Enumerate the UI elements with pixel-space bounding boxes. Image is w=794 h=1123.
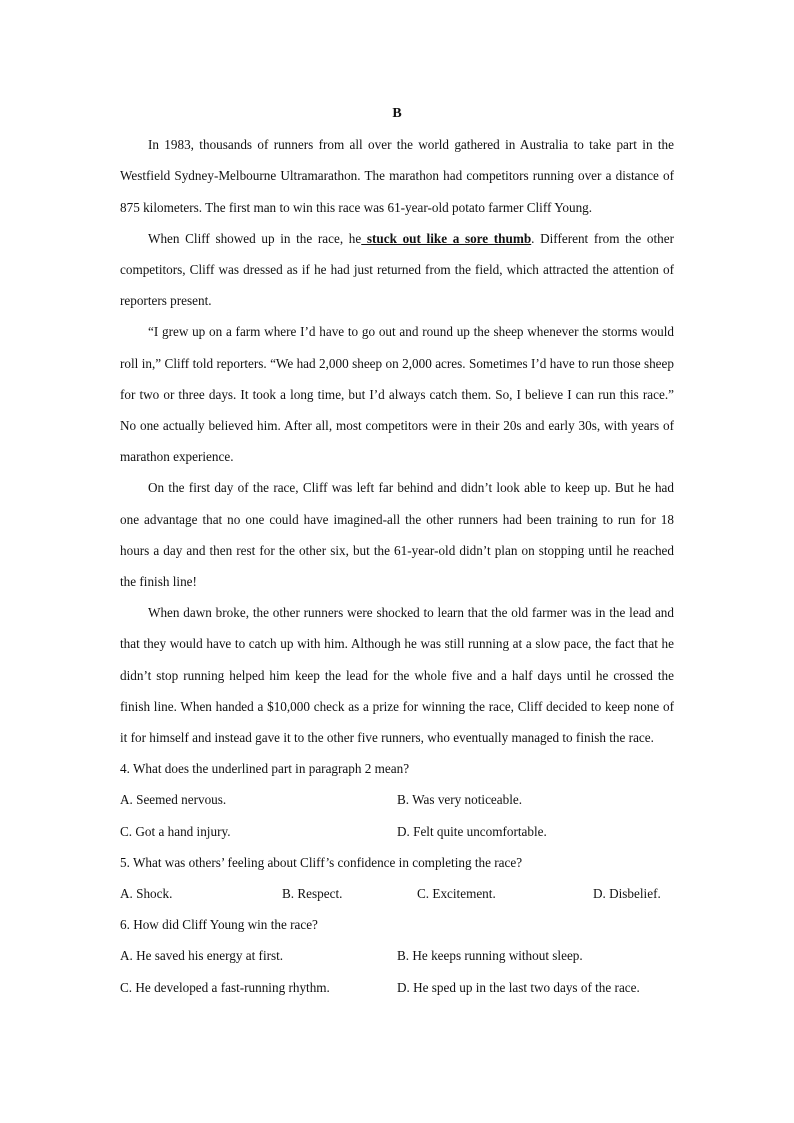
question-4-stem: 4. What does the underlined part in paragraph 2 mean? (120, 761, 410, 777)
question-6-options-row-2 (120, 972, 674, 1003)
paragraph-1: In 1983, thousands of runners from all over the world gathered in Australia to take part in the Westfield Sydney-Melbourne Ultramarathon. The marathon had competitors running over a distance of 875 kilometers. The first man to win this race was 61-year-old potato farmer Cliff Young. (120, 137, 674, 215)
underlined-phrase: stuck out like a sore thumb (361, 230, 532, 246)
question-6-options-row-1 (120, 940, 674, 971)
question-4-option-a: A. Seemed nervous. (120, 792, 227, 808)
question-6-option-c: C. He developed a fast-running rhythm. (120, 979, 330, 995)
question-5-options-row (120, 878, 674, 909)
section-title: B (392, 106, 402, 121)
question-6-stem: 6. How did Cliff Young win the race? (120, 917, 318, 933)
question-4-option-d: D. Felt quite uncomfortable. (397, 823, 547, 839)
question-4-options-row-2 (120, 816, 674, 847)
paragraph-2-before: When Cliff showed up in the race, he (148, 230, 362, 246)
paragraph-2 (120, 223, 674, 317)
paragraph-5: When dawn broke, the other runners were shocked to learn that the old farmer was in the lead and that they would have to catch up with him. Although he was still running at a slow pace, the fact that he didn’t stop running helped him keep the lead for the whole five and a half days until he crossed the finish line. When handed a $10,000 check as a prize for winning the race, Cliff decided to keep none of it for himself and instead gave it to the other five runners, who eventually managed to finish the race. (120, 605, 674, 746)
question-5-option-d: D. Disbelief. (593, 886, 661, 902)
question-5-option-a: A. Shock. (120, 886, 173, 902)
question-6-option-d: D. He sped up in the last two days of the race. (397, 979, 640, 995)
question-4-option-c: C. Got a hand injury. (120, 823, 231, 839)
paragraph-2-after: . Different from the other competitors, Cliff was dressed as if he had just returned from the field, which attracted the attention of reporters present. (120, 230, 674, 309)
question-6-option-b: B. He keeps running without sleep. (397, 948, 583, 964)
question-4-options-row-1 (120, 784, 674, 815)
paragraph-4: On the first day of the race, Cliff was left far behind and didn’t look able to keep up. But he had one advantage that no one could have imagined-all the other runners had been training to run for 18 hours a day and then rest for the other six, but the 61-year-old didn’t plan on stopping until he reached the finish line! (120, 480, 674, 590)
paragraph-3: “I grew up on a farm where I’d have to go out and round up the sheep whenever the storms would roll in,” Cliff told reporters. “We had 2,000 sheep on 2,000 acres. Sometimes I’d have to run those sheep for two or three days. It took a long time, but I’d always catch them. So, I believe I can run this race.” No one actually believed him. After all, most competitors were in their 20s and early 30s, with years of marathon experience. (120, 324, 674, 465)
question-6-option-a: A. He saved his energy at first. (120, 948, 284, 964)
question-5-option-b: B. Respect. (282, 886, 343, 902)
question-5-option-c: C. Excitement. (417, 886, 496, 902)
question-4-option-b: B. Was very noticeable. (397, 792, 523, 808)
question-5-stem: 5. What was others’ feeling about Cliff’s confidence in completing the race? (120, 854, 523, 870)
document-page (120, 98, 674, 1003)
